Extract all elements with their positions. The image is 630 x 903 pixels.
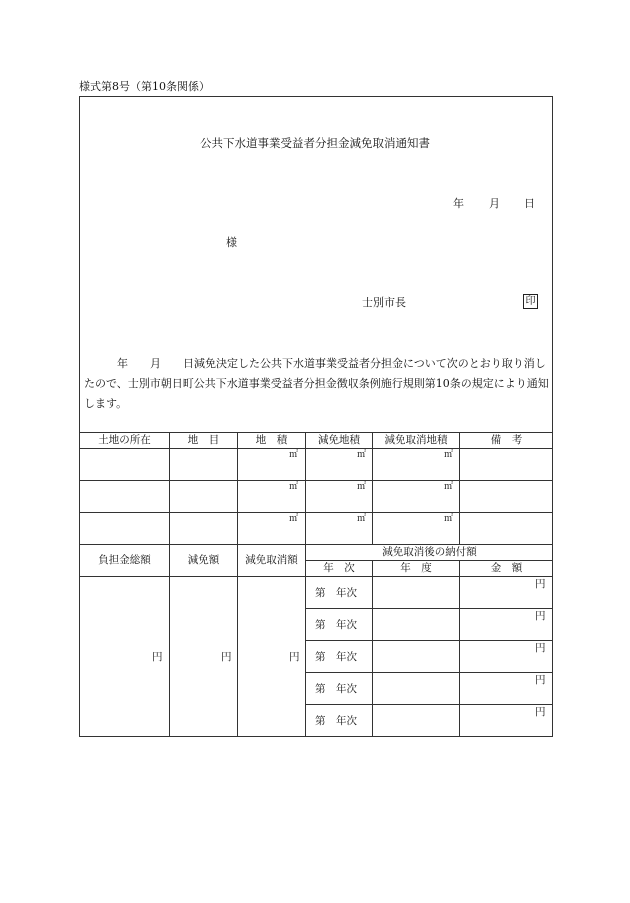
table-rule — [372, 432, 373, 544]
year-row-label: 第 年次 — [315, 683, 357, 695]
header-land-category: 地 目 — [187, 434, 220, 446]
total-charge-yen: 円 — [152, 651, 163, 663]
table-rule — [305, 432, 306, 737]
table-rule — [305, 704, 553, 705]
table-rule — [79, 448, 553, 449]
header-fiscal-year: 年 度 — [400, 562, 432, 574]
table-rule — [305, 672, 553, 673]
form-number-label: 様式第8号（第10条関係） — [79, 80, 210, 93]
header-reduced-area: 減免地積 — [318, 434, 360, 446]
table-rule — [459, 432, 460, 544]
area-unit: ㎡ — [357, 482, 367, 492]
area-unit: ㎡ — [289, 514, 299, 524]
amount-yen: 円 — [535, 578, 546, 590]
header-total-charge: 負担金総額 — [98, 554, 151, 566]
header-amount: 金 額 — [490, 562, 523, 574]
year-row-label: 第 年次 — [315, 587, 357, 599]
issuer-name: 士別市長 — [362, 296, 406, 309]
table-rule — [237, 432, 238, 737]
addressee-suffix: 様 — [226, 236, 237, 249]
area-unit: ㎡ — [357, 450, 367, 460]
area-unit: ㎡ — [444, 450, 454, 460]
header-cancel-area: 減免取消地積 — [384, 434, 448, 446]
reduction-yen: 円 — [221, 651, 232, 663]
header-cancel-amount: 減免取消額 — [245, 554, 298, 566]
area-unit: ㎡ — [289, 450, 299, 460]
year-row-label: 第 年次 — [315, 715, 357, 727]
cancel-yen: 円 — [289, 651, 300, 663]
header-remarks: 備 考 — [490, 434, 523, 446]
header-land-location: 土地の所在 — [98, 434, 151, 446]
area-unit: ㎡ — [289, 482, 299, 492]
date-year: 年 — [453, 197, 464, 210]
table-rule — [372, 560, 373, 737]
notice-body-text: 年 月 日減免決定した公共下水道事業受益者分担金について次のとおり取り消したので、士別市朝日町公共下水道事業受益者分担金徴収条例施行規則第10条の規定により通知します。 — [84, 357, 549, 410]
date-month: 月 — [489, 197, 500, 210]
header-payment-after-cancel: 減免取消後の納付額 — [382, 546, 477, 558]
header-year-number: 年 次 — [323, 562, 355, 574]
table-rule — [305, 560, 553, 561]
table-rule — [79, 480, 553, 481]
year-row-label: 第 年次 — [315, 651, 357, 663]
year-row-label: 第 年次 — [315, 619, 357, 631]
area-unit: ㎡ — [357, 514, 367, 524]
table-rule — [79, 432, 553, 433]
document-title: 公共下水道事業受益者分担金減免取消通知書 — [200, 136, 430, 150]
amount-yen: 円 — [535, 706, 546, 718]
amount-yen: 円 — [535, 610, 546, 622]
area-unit: ㎡ — [444, 514, 454, 524]
table-rule — [305, 608, 553, 609]
amount-yen: 円 — [535, 642, 546, 654]
table-rule — [79, 544, 553, 545]
table-rule — [79, 576, 553, 577]
area-unit: ㎡ — [444, 482, 454, 492]
date-day: 日 — [524, 197, 535, 210]
table-rule — [79, 512, 553, 513]
seal-stamp: 印 — [523, 294, 538, 309]
table-rule — [305, 640, 553, 641]
header-reduction-amount: 減免額 — [187, 554, 220, 566]
table-rule — [169, 432, 170, 737]
amount-yen: 円 — [535, 674, 546, 686]
table-rule — [459, 560, 460, 737]
header-land-area: 地 積 — [255, 434, 288, 446]
